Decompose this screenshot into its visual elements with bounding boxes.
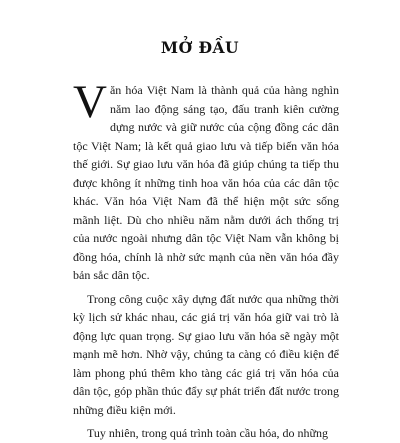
paragraph-3: Tuy nhiên, trong quá trình toàn cầu hóa, do những [87,426,329,440]
paragraph-1-text: ăn hóa Việt Nam là thành quả của hàng nghìn năm lao động sáng tạo, đấu tranh kiên cường dựng nước và giữ nước của cộng đồng các dân tộc Việt Nam; là kết quả giao lưu và tiếp biến văn hóa thế giới. Sự giao lưu văn hóa đã giúp chúng ta tiếp thu được không ít những tinh hoa văn hóa của các dân tộc khác. Văn hóa Việt Nam đã thể hiện một sức sống mãnh liệt. Dù cho nhiều năm nằm dưới ách thống trị của nước ngoài nhưng dân tộc Việt Nam vẫn không bị đồng hóa, chính là nhờ sức mạnh của nền văn hóa đầy bản sắc dân tộc. [73,83,339,282]
paragraph-2: Trong công cuộc xây dựng đất nước qua những thời kỳ lịch sử khác nhau, các giá trị văn hóa giữ vai trò là động lực quan trọng. Sự giao lưu văn hóa sẽ ngày một mạnh mẽ hơn. Nhờ vậy, chúng ta càng có điều kiện để làm phong phú thêm kho tàng các giá trị văn hóa của dân tộc, góp phần thúc đẩy sự phát triển đất nước trong những điều kiện mới. [73,291,339,417]
paragraph-1 [73,76,339,285]
page-title: MỞ ĐẦU [160,38,240,57]
drop-cap: V [73,76,107,128]
body-text [73,76,339,443]
